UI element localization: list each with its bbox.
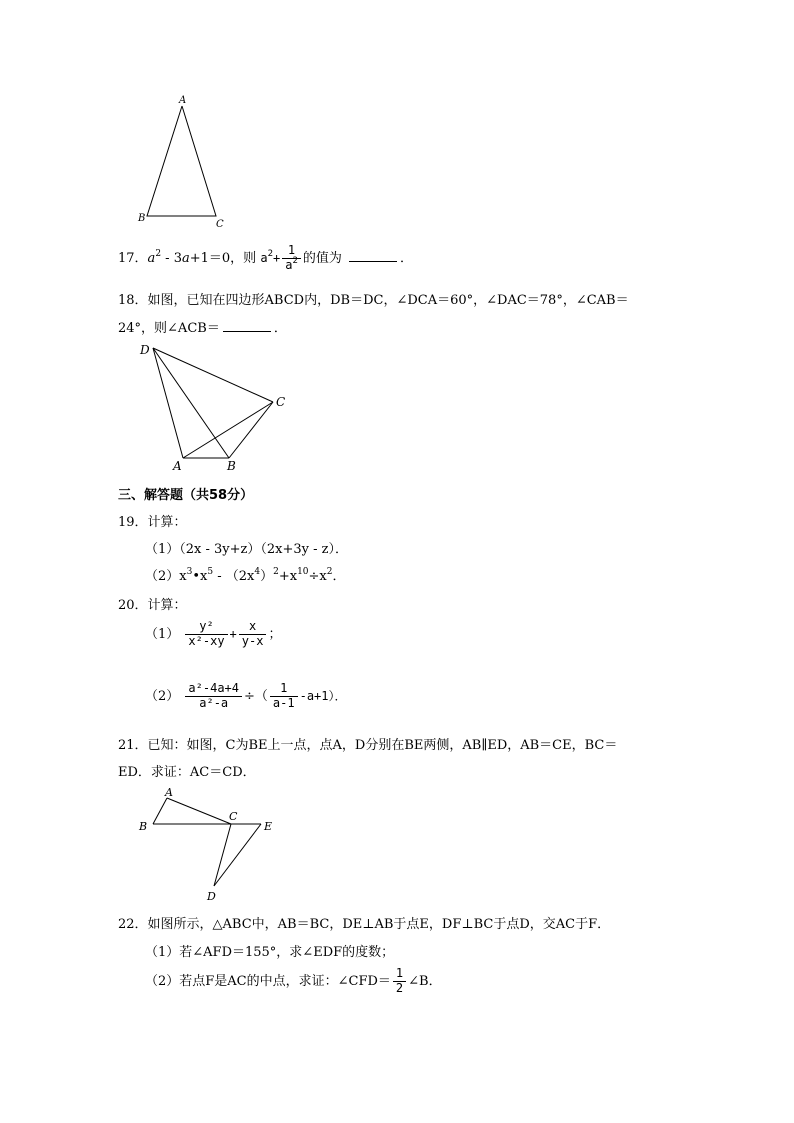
vertex-a-label: A xyxy=(173,459,182,473)
answer-blank-17[interactable] xyxy=(349,249,397,262)
fraction-1-over-2: $\frac{1}{2}$ xyxy=(393,967,406,996)
question-20-part-2: （2） $\frac{\text{a²-4a+4}}{\text{a²-a}}$ ÷（ $\frac{1}{a-1}$ -a+1）． xyxy=(145,681,347,710)
triangle-abc-figure xyxy=(130,90,240,235)
vertex-c-label: C xyxy=(276,395,286,409)
question-22-part-2: （2）若点F是AC的中点，求证：∠CFD＝ $\frac{1}{2}$ ∠B． xyxy=(145,966,442,995)
vertex-d-label: D xyxy=(207,890,216,903)
question-19-part-1: （1）（2x - 3y+z）（2x+3y - z）． xyxy=(145,542,349,557)
vertex-a-label: A xyxy=(179,95,187,106)
question-19-title: 19．计算： xyxy=(118,515,187,530)
question-21-line-1: 21．已知：如图，C为BE上一点，点A，D分别在BE两侧，AB∥ED，AB＝CE，BC＝ xyxy=(118,738,618,753)
question-18-line-1: 18．如图，已知在四边形ABCD内，DB＝DC，∠DCA＝60°，∠DAC＝78°，∠CAB＝ xyxy=(118,293,629,308)
answer-blank-18[interactable] xyxy=(223,319,271,332)
question-18-line-2: 24°，则∠ACB＝ ． xyxy=(118,321,287,336)
fraction-x-over-y-x: $\frac{x}{y-x}$ xyxy=(239,620,267,649)
fraction-a2-4a-4-over-a2-a: $\frac{\text{a²-4a+4}}{\text{a²-a}}$ xyxy=(185,682,242,711)
fraction-y2-over-x2-xy: $\frac{\text{y²}}{\text{x²-xy}}$ xyxy=(185,620,227,649)
question-22-line-1: 22．如图所示，△ABC中，AB＝BC，DE⊥AB于点E，DF⊥BC于点D，交AC于F． xyxy=(118,917,611,932)
question-17: 17．$a^2 - 3a+1=0$，则 $a^2+$ $\frac{1}{a^2}$ 的值为 ． xyxy=(118,243,414,272)
vertex-b-label: B xyxy=(138,213,146,224)
question-22-part-1: （1）若∠AFD＝155°，求∠EDF的度数； xyxy=(145,945,395,960)
question-20-title: 20．计算： xyxy=(118,598,187,613)
figure-21-edges xyxy=(153,798,261,886)
vertex-b-label: B xyxy=(139,820,148,833)
vertex-d-label: D xyxy=(140,343,150,357)
fraction-1-over-a-1: $\frac{1}{a-1}$ xyxy=(270,682,298,711)
question-20-part-1: （1） $\frac{\text{y²}}{\text{x²-xy}}$ + $\frac{x}{y-x}$ ； xyxy=(145,619,282,648)
fraction-1-over-a2: $\frac{1}{a^2}$ xyxy=(282,244,301,273)
vertex-b-label: B xyxy=(227,459,236,473)
vertex-e-label: E xyxy=(264,820,273,833)
section-3-heading: 三、解答题（共58分） xyxy=(118,488,254,503)
triangle-abc-edges xyxy=(147,106,216,216)
vertex-c-label: C xyxy=(216,219,224,230)
vertex-c-label: C xyxy=(229,810,238,823)
quadrilateral-edges xyxy=(153,348,273,458)
question-21-line-2: ED．求证：AC＝CD． xyxy=(118,765,256,780)
figure-21 xyxy=(135,782,285,910)
question-19-part-2: $(2)x^3•x^5 - (2x^4)^2+x^{10}\div x^2$． xyxy=(145,567,346,584)
vertex-a-label: A xyxy=(165,786,173,799)
quadrilateral-abcd-figure xyxy=(135,338,300,478)
